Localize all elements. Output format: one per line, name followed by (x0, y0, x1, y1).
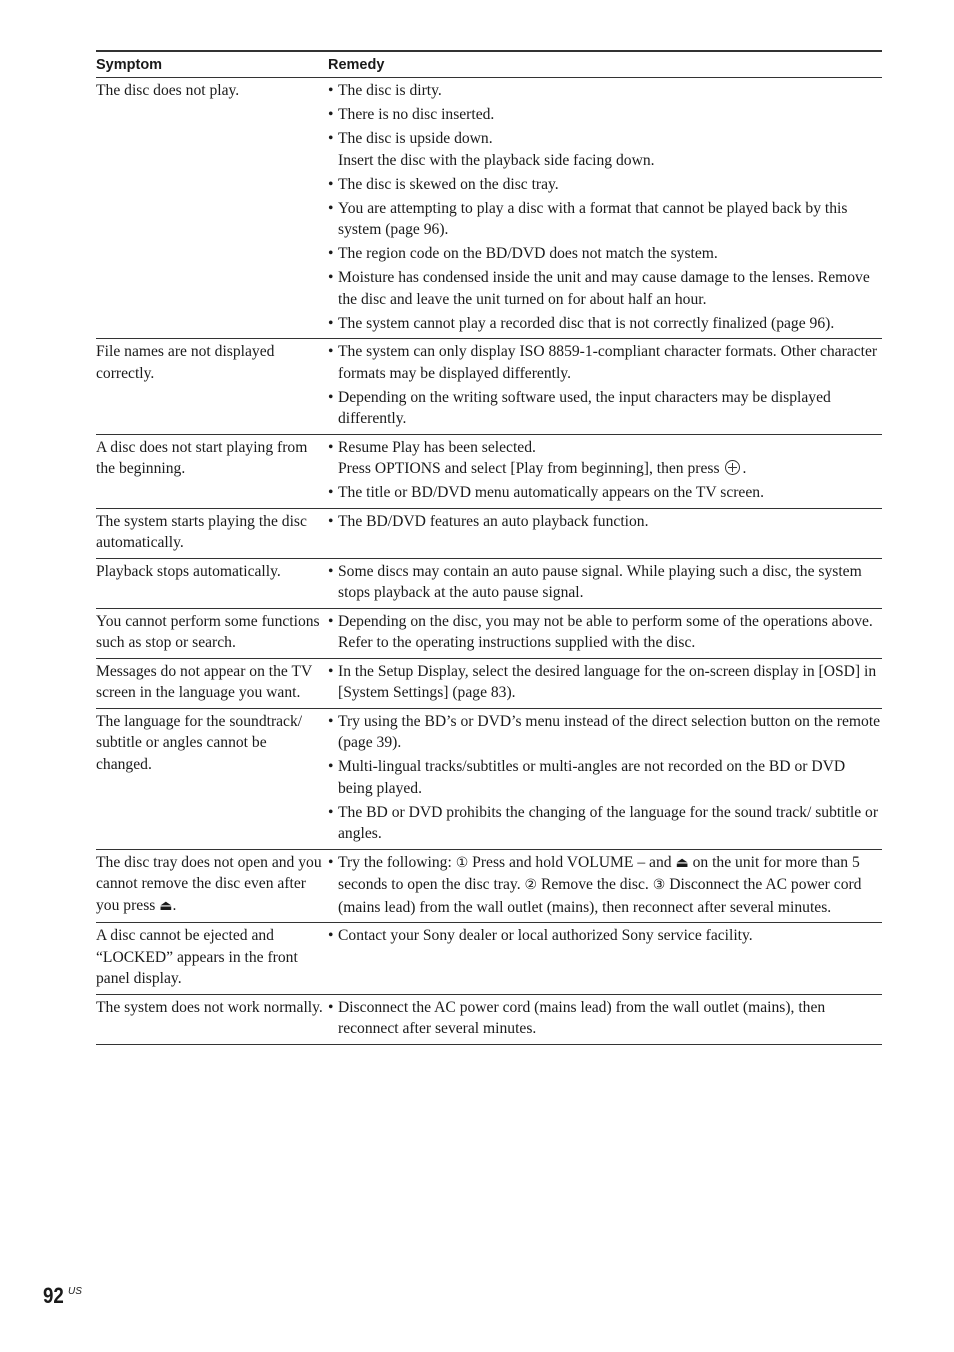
remedy-item: • The BD or DVD prohibits the changing of the language for the sound track/ subtitle or angles. (328, 802, 882, 845)
remedy-item: • Multi-lingual tracks/subtitles or multi-angles are not recorded on the BD or DVD being played. (328, 756, 882, 799)
remedy-cell (328, 925, 882, 990)
step-two-icon: ② (524, 877, 538, 893)
remedy-item: • Contact your Sony dealer or local authorized Sony service facility. (328, 925, 882, 947)
remedy-item: • The title or BD/DVD menu automatically appears on the TV screen. (328, 482, 882, 504)
symptom-cell: You cannot perform some functions such as stop or search. (96, 612, 320, 651)
page-number: 92 (43, 1283, 64, 1308)
symptom-cell: File names are not displayed correctly. (96, 343, 275, 382)
table-row (96, 78, 882, 339)
symptom-cell: The system starts playing the disc automatically. (96, 512, 307, 551)
remedy-cell (328, 661, 882, 704)
remedy-column-header: Remedy (328, 57, 385, 73)
table-row (96, 435, 882, 509)
symptom-cell: The disc tray does not open and you cannot remove the disc even after you press ⏏. (96, 853, 322, 914)
remedy-cell (328, 437, 882, 504)
remedy-item: • The disc is upside down. Insert the disc with the playback side facing down. (328, 128, 882, 171)
table-row (96, 339, 882, 435)
table-row (96, 923, 882, 995)
remedy-item: • In the Setup Display, select the desired language for the on-screen display in [OSD] in [System Settings] (page 83). (328, 661, 882, 704)
remedy-item: • The disc is dirty. (328, 80, 882, 102)
remedy-cell (328, 711, 882, 845)
remedy-item: • Resume Play has been selected. Press OPTIONS and select [Play from beginning], then press . (328, 437, 882, 480)
enter-button-icon (725, 460, 740, 475)
remedy-item: • The system can only display ISO 8859-1-compliant character formats. Other character formats may be displayed differently. (328, 341, 882, 384)
symptom-column-header: Symptom (96, 57, 163, 73)
remedy-item: • Depending on the writing software used, the input characters may be displayed differently. (328, 387, 882, 430)
step-three-icon: ③ (652, 877, 666, 893)
troubleshooting-table (96, 50, 882, 1045)
remedy-item: • Try the following: ① Press and hold VOLUME – and ⏏ on the unit for more than 5 seconds to open the disc tray. ② Remove the disc. ③ Disconnect the AC power cord (mains lead) from the wall outlet (mains), then reconnect after several minutes. (328, 852, 882, 919)
remedy-item: • The system cannot play a recorded disc that is not correctly finalized (page 96). (328, 313, 882, 335)
table-row (96, 995, 882, 1045)
symptom-cell: Playback stops automatically. (96, 562, 281, 580)
table-row (96, 709, 882, 850)
table-header (96, 52, 882, 78)
symptom-cell: A disc cannot be ejected and “LOCKED” appears in the front panel display. (96, 927, 298, 987)
remedy-item: • Some discs may contain an auto pause signal. While playing such a disc, the system stops playback at the auto pause signal. (328, 561, 882, 604)
remedy-item: • Disconnect the AC power cord (mains lead) from the wall outlet (mains), then reconnect after several minutes. (328, 997, 882, 1040)
remedy-item: • Moisture has condensed inside the unit and may cause damage to the lenses. Remove the disc and leave the unit turned on for about half an hour. (328, 267, 882, 310)
remedy-cell (328, 997, 882, 1040)
remedy-cell (328, 852, 882, 919)
eject-icon: ⏏ (675, 854, 689, 871)
eject-icon: ⏏ (159, 897, 173, 914)
table-row (96, 659, 882, 709)
remedy-item: • Try using the BD’s or DVD’s menu instead of the direct selection button on the remote (page 39). (328, 711, 882, 754)
symptom-cell: A disc does not start playing from the beginning. (96, 438, 308, 477)
remedy-cell (328, 511, 882, 554)
remedy-cell (328, 341, 882, 430)
symptom-cell: The disc does not play. (96, 82, 240, 99)
page-number-suffix: US (68, 1286, 82, 1297)
symptom-cell: The language for the soundtrack/ subtitle or angles cannot be changed. (96, 712, 303, 773)
remedy-item: • The BD/DVD features an auto playback function. (328, 511, 882, 533)
table-row (96, 850, 882, 924)
remedy-cell (328, 80, 882, 334)
remedy-cell (328, 611, 882, 654)
table-row (96, 609, 882, 659)
remedy-item: • Depending on the disc, you may not be able to perform some of the operations above. Refer to the operating instructions supplied with the disc. (328, 611, 882, 654)
symptom-cell: The system does not work normally. (96, 998, 323, 1016)
table-row (96, 509, 882, 559)
symptom-cell: Messages do not appear on the TV screen in the language you want. (96, 662, 312, 701)
step-one-icon: ① (455, 854, 469, 871)
remedy-item: • The region code on the BD/DVD does not match the system. (328, 243, 882, 265)
remedy-item: • You are attempting to play a disc with a format that cannot be played back by this system (page 96). (328, 198, 882, 241)
remedy-item: • The disc is skewed on the disc tray. (328, 174, 882, 196)
table-row (96, 559, 882, 609)
remedy-item: • There is no disc inserted. (328, 104, 882, 126)
remedy-cell (328, 561, 882, 604)
